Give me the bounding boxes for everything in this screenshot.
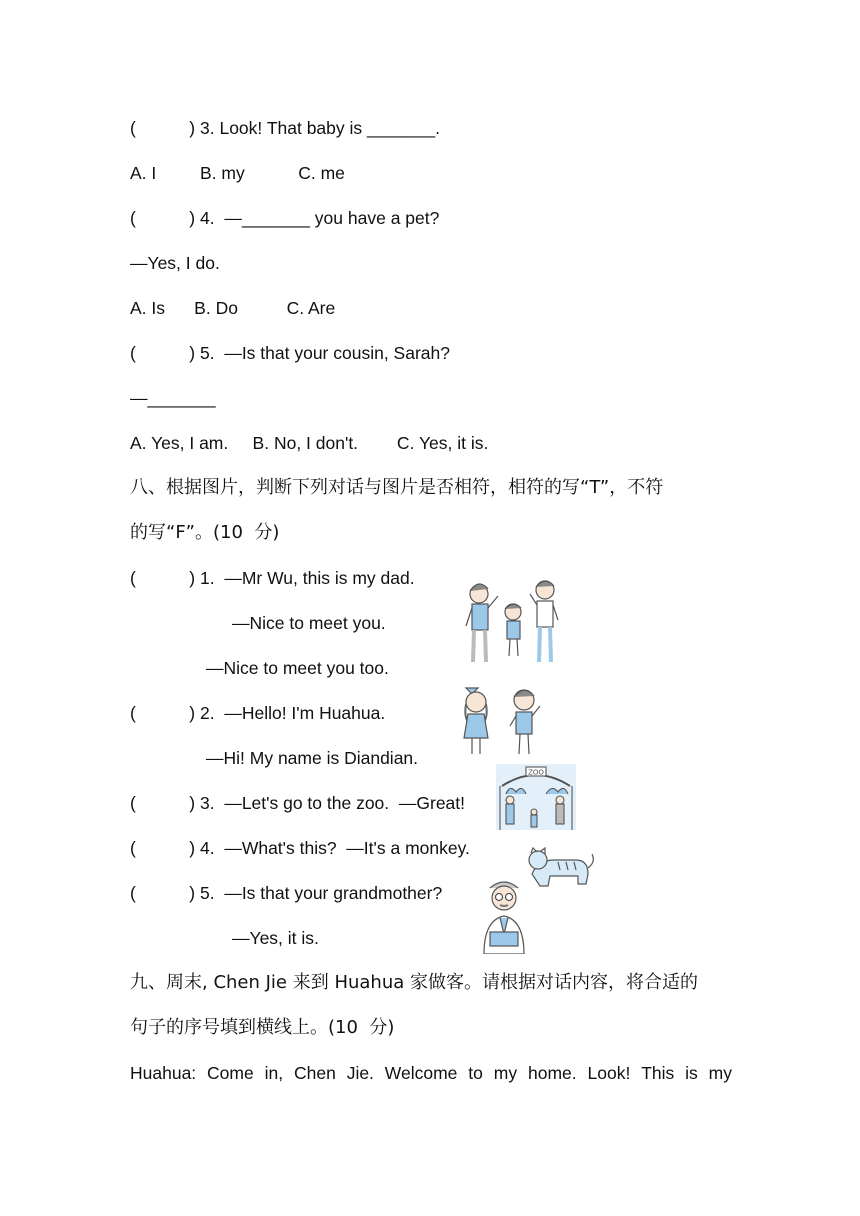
dialog-word: This bbox=[641, 1063, 675, 1083]
dialog-word: Look! bbox=[587, 1063, 631, 1083]
dialog-word: Jie. bbox=[346, 1063, 374, 1083]
dialog-word: is bbox=[685, 1063, 698, 1083]
dialog-word: in, bbox=[264, 1063, 284, 1083]
dialog-line-1 bbox=[130, 1062, 732, 1084]
question-4: ( ) 4. —_______ you have a pet? bbox=[130, 208, 440, 228]
judge-item-1-line2: —Nice to meet you. bbox=[232, 613, 386, 633]
dialog-word: Welcome bbox=[384, 1063, 458, 1083]
question-3: ( ) 3. Look! That baby is _______. bbox=[130, 118, 440, 138]
tiger-illustration bbox=[524, 834, 596, 892]
judge-item-2-line2: —Hi! My name is Diandian. bbox=[206, 748, 419, 768]
section-8-heading: 八、根据图片，判断下列对话与图片是否相符，相符的写“T”，不符 bbox=[130, 477, 664, 498]
dialog-word: Come bbox=[207, 1063, 254, 1083]
dialog-word: my bbox=[493, 1063, 518, 1083]
dialog-word: my bbox=[708, 1063, 732, 1083]
children-greeting-illustration bbox=[460, 682, 546, 758]
question-4-options: A. Is B. Do C. Are bbox=[130, 298, 336, 318]
judge-item-4: ( ) 4. —What's this? —It's a monkey. bbox=[130, 838, 470, 858]
grandfather-illustration bbox=[476, 876, 532, 954]
zoo-gate-illustration bbox=[496, 764, 576, 830]
question-5-answer: —_______ bbox=[130, 388, 216, 408]
question-4-answer: —Yes, I do. bbox=[130, 253, 220, 273]
judge-item-1: ( ) 1. —Mr Wu, this is my dad. bbox=[130, 568, 415, 588]
judge-item-1-line3: —Nice to meet you too. bbox=[206, 658, 389, 678]
question-5-options: A. Yes, I am. B. No, I don't. C. Yes, it is. bbox=[130, 433, 489, 453]
judge-item-3: ( ) 3. —Let's go to the zoo. —Great! bbox=[130, 793, 466, 813]
question-3-options: A. I B. my C. me bbox=[130, 163, 345, 183]
section-8-heading-cont: 的写“F”。(10 分) bbox=[130, 522, 280, 543]
dialog-word: Chen bbox=[293, 1063, 336, 1083]
judge-item-5-line2: —Yes, it is. bbox=[232, 928, 319, 948]
section-9-heading-cont: 句子的序号填到横线上。(10 分) bbox=[130, 1017, 395, 1038]
judge-item-2: ( ) 2. —Hello! I'm Huahua. bbox=[130, 703, 386, 723]
judge-item-5: ( ) 5. —Is that your grandmother? bbox=[130, 883, 443, 903]
section-9-heading: 九、周末, Chen Jie 来到 Huahua 家做客。请根据对话内容，将合适的 bbox=[130, 972, 698, 993]
dialog-word: home. bbox=[527, 1063, 577, 1083]
dialog-word: Huahua: bbox=[130, 1063, 197, 1083]
dialog-word: to bbox=[468, 1063, 483, 1083]
zoo-sign-text: ZOO bbox=[528, 768, 544, 777]
question-5: ( ) 5. —Is that your cousin, Sarah? bbox=[130, 343, 450, 363]
family-greeting-illustration bbox=[462, 574, 562, 666]
